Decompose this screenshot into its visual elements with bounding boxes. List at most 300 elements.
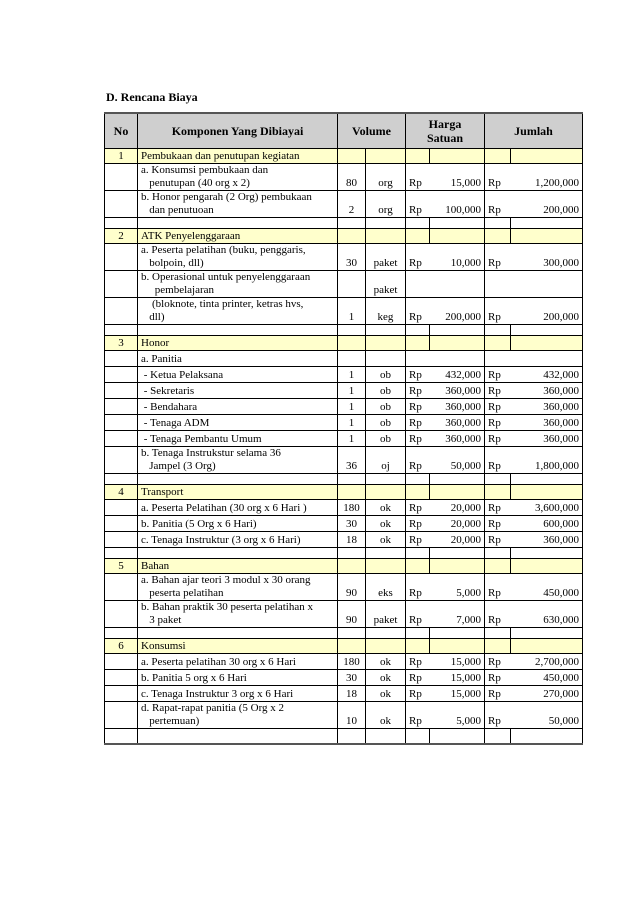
component-cell: - Ketua Pelaksana xyxy=(138,367,338,383)
component-cell: a. Konsumsi pembukaan dan penutupan (40 org x 2) xyxy=(138,164,338,191)
spacer-cell xyxy=(485,218,511,229)
unit-cell: oj xyxy=(366,447,406,474)
section-empty-cell xyxy=(366,485,406,500)
section-row xyxy=(105,149,583,164)
section-empty-cell xyxy=(485,639,511,654)
unit-cell: ok xyxy=(366,702,406,729)
unit-price-cell: 360,000 xyxy=(430,399,485,415)
price-currency-cell: Rp xyxy=(406,516,430,532)
price-currency-cell: Rp xyxy=(406,191,430,218)
spacer-cell xyxy=(338,218,366,229)
section-empty-cell xyxy=(511,149,583,164)
total-currency-cell: Rp xyxy=(485,298,511,325)
row-number-cell xyxy=(105,702,138,729)
total-currency-cell xyxy=(485,271,511,298)
section-empty-cell xyxy=(485,485,511,500)
section-row xyxy=(105,559,583,574)
total-cell: 600,000 xyxy=(511,516,583,532)
spacer-row xyxy=(105,218,583,229)
total-cell: 50,000 xyxy=(511,702,583,729)
unit-cell: ob xyxy=(366,399,406,415)
table-row xyxy=(105,271,583,298)
section-title: ATK Penyelenggaraan xyxy=(138,229,338,244)
unit-price-cell: 7,000 xyxy=(430,601,485,628)
component-cell: b. Panitia (5 Org x 6 Hari) xyxy=(138,516,338,532)
spacer-cell xyxy=(430,474,485,485)
row-number-cell xyxy=(105,244,138,271)
table-row xyxy=(105,367,583,383)
section-empty-cell xyxy=(338,485,366,500)
spacer-cell xyxy=(485,729,511,745)
spacer-cell xyxy=(338,474,366,485)
section-row xyxy=(105,485,583,500)
spacer-cell xyxy=(511,325,583,336)
table-row xyxy=(105,164,583,191)
spacer-cell xyxy=(406,218,430,229)
unit-cell: ok xyxy=(366,516,406,532)
row-number-cell xyxy=(105,191,138,218)
table-row xyxy=(105,500,583,516)
total-cell: 200,000 xyxy=(511,191,583,218)
unit-price-cell: 15,000 xyxy=(430,654,485,670)
unit-cell: ob xyxy=(366,415,406,431)
total-currency-cell: Rp xyxy=(485,383,511,399)
total-currency-cell: Rp xyxy=(485,399,511,415)
spacer-cell xyxy=(105,548,138,559)
unit-price-cell: 360,000 xyxy=(430,431,485,447)
component-cell: - Bendahara xyxy=(138,399,338,415)
col-header-volume: Volume xyxy=(338,113,406,149)
spacer-cell xyxy=(366,628,406,639)
spacer-cell xyxy=(105,218,138,229)
spacer-cell xyxy=(485,325,511,336)
unit-cell: paket xyxy=(366,601,406,628)
price-currency-cell: Rp xyxy=(406,670,430,686)
section-empty-cell xyxy=(366,559,406,574)
total-cell: 300,000 xyxy=(511,244,583,271)
table-row xyxy=(105,702,583,729)
unit-cell: ok xyxy=(366,670,406,686)
table-row xyxy=(105,383,583,399)
component-cell: c. Tenaga Instruktur 3 org x 6 Hari xyxy=(138,686,338,702)
unit-price-cell: 5,000 xyxy=(430,574,485,601)
total-cell: 432,000 xyxy=(511,367,583,383)
table-row xyxy=(105,431,583,447)
row-number-cell xyxy=(105,431,138,447)
total-currency-cell: Rp xyxy=(485,654,511,670)
price-currency-cell: Rp xyxy=(406,164,430,191)
spacer-cell xyxy=(366,729,406,745)
component-cell: c. Tenaga Instruktur (3 org x 6 Hari) xyxy=(138,532,338,548)
section-empty-cell xyxy=(511,639,583,654)
price-currency-cell: Rp xyxy=(406,601,430,628)
component-cell: a. Peserta pelatihan 30 org x 6 Hari xyxy=(138,654,338,670)
unit-price-cell: 15,000 xyxy=(430,670,485,686)
unit-cell: ok xyxy=(366,532,406,548)
section-number: 5 xyxy=(105,559,138,574)
row-number-cell xyxy=(105,298,138,325)
spacer-cell xyxy=(338,628,366,639)
row-number-cell xyxy=(105,367,138,383)
section-empty-cell xyxy=(406,149,430,164)
volume-cell: 1 xyxy=(338,415,366,431)
price-currency-cell: Rp xyxy=(406,415,430,431)
section-empty-cell xyxy=(430,149,485,164)
total-cell: 1,800,000 xyxy=(511,447,583,474)
price-currency-cell: Rp xyxy=(406,532,430,548)
volume-cell: 18 xyxy=(338,686,366,702)
section-empty-cell xyxy=(338,559,366,574)
section-number: 2 xyxy=(105,229,138,244)
spacer-cell xyxy=(366,218,406,229)
unit-cell: ok xyxy=(366,500,406,516)
component-cell: a. Peserta Pelatihan (30 org x 6 Hari ) xyxy=(138,500,338,516)
price-currency-cell: Rp xyxy=(406,367,430,383)
section-empty-cell xyxy=(406,559,430,574)
table-body xyxy=(105,149,583,745)
col-header-komponen: Komponen Yang Dibiayai xyxy=(138,113,338,149)
spacer-row xyxy=(105,548,583,559)
unit-cell: ob xyxy=(366,431,406,447)
price-currency-cell: Rp xyxy=(406,447,430,474)
section-title: Honor xyxy=(138,336,338,351)
volume-cell: 36 xyxy=(338,447,366,474)
total-cell: 200,000 xyxy=(511,298,583,325)
section-number: 4 xyxy=(105,485,138,500)
section-row xyxy=(105,639,583,654)
spacer-cell xyxy=(485,628,511,639)
total-cell: 270,000 xyxy=(511,686,583,702)
table-row xyxy=(105,532,583,548)
component-cell: b. Honor pengarah (2 Org) pembukaan dan penutuoan xyxy=(138,191,338,218)
spacer-cell xyxy=(138,628,338,639)
col-header-harga: Harga Satuan xyxy=(406,113,485,149)
total-currency-cell: Rp xyxy=(485,431,511,447)
volume-cell xyxy=(338,351,366,367)
component-cell: d. Rapat-rapat panitia (5 Org x 2 pertemuan) xyxy=(138,702,338,729)
price-currency-cell: Rp xyxy=(406,244,430,271)
total-cell: 360,000 xyxy=(511,431,583,447)
unit-price-cell: 10,000 xyxy=(430,244,485,271)
table-row xyxy=(105,670,583,686)
table-row xyxy=(105,298,583,325)
section-empty-cell xyxy=(366,149,406,164)
col-header-jumlah: Jumlah xyxy=(485,113,583,149)
row-number-cell xyxy=(105,351,138,367)
section-heading: D. Rencana Biaya xyxy=(106,90,198,104)
total-currency-cell: Rp xyxy=(485,191,511,218)
table-row xyxy=(105,601,583,628)
spacer-cell xyxy=(406,474,430,485)
section-empty-cell xyxy=(406,485,430,500)
volume-cell: 180 xyxy=(338,654,366,670)
component-cell: a. Panitia xyxy=(138,351,338,367)
row-number-cell xyxy=(105,654,138,670)
spacer-cell xyxy=(105,325,138,336)
section-empty-cell xyxy=(485,336,511,351)
spacer-cell xyxy=(338,729,366,745)
spacer-cell xyxy=(406,325,430,336)
table-row xyxy=(105,191,583,218)
spacer-cell xyxy=(406,548,430,559)
total-cell: 2,700,000 xyxy=(511,654,583,670)
spacer-cell xyxy=(430,729,485,745)
section-empty-cell xyxy=(511,559,583,574)
section-empty-cell xyxy=(338,639,366,654)
volume-cell: 1 xyxy=(338,298,366,325)
budget-table xyxy=(104,112,583,745)
price-currency-cell: Rp xyxy=(406,383,430,399)
section-empty-cell xyxy=(430,559,485,574)
unit-cell: org xyxy=(366,164,406,191)
unit-price-cell xyxy=(430,351,485,367)
total-cell: 450,000 xyxy=(511,574,583,601)
price-currency-cell xyxy=(406,351,430,367)
spacer-cell xyxy=(338,325,366,336)
component-cell: b. Tenaga Instrukstur selama 36 Jampel (3 Org) xyxy=(138,447,338,474)
total-cell: 630,000 xyxy=(511,601,583,628)
row-number-cell xyxy=(105,574,138,601)
total-cell: 360,000 xyxy=(511,399,583,415)
spacer-row xyxy=(105,474,583,485)
row-number-cell xyxy=(105,383,138,399)
col-header-no: No xyxy=(105,113,138,149)
spacer-row xyxy=(105,325,583,336)
table-row xyxy=(105,244,583,271)
spacer-cell xyxy=(138,218,338,229)
volume-cell: 180 xyxy=(338,500,366,516)
component-cell: a. Bahan ajar teori 3 modul x 30 orang peserta pelatihan xyxy=(138,574,338,601)
section-empty-cell xyxy=(338,149,366,164)
spacer-cell xyxy=(485,474,511,485)
section-empty-cell xyxy=(485,229,511,244)
spacer-cell xyxy=(366,325,406,336)
row-number-cell xyxy=(105,516,138,532)
spacer-cell xyxy=(105,474,138,485)
volume-cell: 30 xyxy=(338,670,366,686)
price-currency-cell: Rp xyxy=(406,298,430,325)
total-currency-cell: Rp xyxy=(485,447,511,474)
row-number-cell xyxy=(105,532,138,548)
price-currency-cell: Rp xyxy=(406,574,430,601)
total-cell: 1,200,000 xyxy=(511,164,583,191)
price-currency-cell xyxy=(406,271,430,298)
component-cell: - Sekretaris xyxy=(138,383,338,399)
price-currency-cell: Rp xyxy=(406,431,430,447)
total-currency-cell: Rp xyxy=(485,500,511,516)
row-number-cell xyxy=(105,670,138,686)
section-title: Bahan xyxy=(138,559,338,574)
spacer-cell xyxy=(138,729,338,745)
section-empty-cell xyxy=(430,336,485,351)
total-cell: 450,000 xyxy=(511,670,583,686)
unit-cell: keg xyxy=(366,298,406,325)
spacer-cell xyxy=(138,325,338,336)
unit-price-cell: 50,000 xyxy=(430,447,485,474)
price-currency-cell: Rp xyxy=(406,399,430,415)
unit-cell: eks xyxy=(366,574,406,601)
section-number: 3 xyxy=(105,336,138,351)
spacer-cell xyxy=(138,548,338,559)
spacer-cell xyxy=(430,325,485,336)
spacer-cell xyxy=(366,548,406,559)
total-currency-cell: Rp xyxy=(485,670,511,686)
component-cell: a. Peserta pelatihan (buku, penggaris, bolpoin, dll) xyxy=(138,244,338,271)
table-row xyxy=(105,351,583,367)
row-number-cell xyxy=(105,399,138,415)
spacer-cell xyxy=(138,474,338,485)
spacer-cell xyxy=(366,474,406,485)
section-title: Pembukaan dan penutupan kegiatan xyxy=(138,149,338,164)
total-currency-cell xyxy=(485,351,511,367)
price-currency-cell: Rp xyxy=(406,654,430,670)
volume-cell: 2 xyxy=(338,191,366,218)
section-empty-cell xyxy=(406,336,430,351)
spacer-cell xyxy=(430,548,485,559)
spacer-cell xyxy=(511,218,583,229)
table-row xyxy=(105,399,583,415)
total-cell xyxy=(511,271,583,298)
unit-price-cell: 5,000 xyxy=(430,702,485,729)
unit-price-cell: 15,000 xyxy=(430,164,485,191)
section-empty-cell xyxy=(338,229,366,244)
unit-cell: ob xyxy=(366,367,406,383)
row-number-cell xyxy=(105,686,138,702)
spacer-cell xyxy=(511,729,583,745)
unit-price-cell: 20,000 xyxy=(430,516,485,532)
unit-cell: org xyxy=(366,191,406,218)
spacer-cell xyxy=(430,628,485,639)
total-cell: 3,600,000 xyxy=(511,500,583,516)
table-row xyxy=(105,415,583,431)
volume-cell: 18 xyxy=(338,532,366,548)
total-currency-cell: Rp xyxy=(485,415,511,431)
component-cell: b. Panitia 5 org x 6 Hari xyxy=(138,670,338,686)
price-currency-cell: Rp xyxy=(406,702,430,729)
volume-cell xyxy=(338,271,366,298)
section-title: Transport xyxy=(138,485,338,500)
total-cell: 360,000 xyxy=(511,383,583,399)
unit-cell xyxy=(366,351,406,367)
spacer-cell xyxy=(511,628,583,639)
section-empty-cell xyxy=(430,229,485,244)
volume-cell: 30 xyxy=(338,244,366,271)
section-empty-cell xyxy=(406,229,430,244)
volume-cell: 90 xyxy=(338,574,366,601)
section-row xyxy=(105,336,583,351)
total-currency-cell: Rp xyxy=(485,164,511,191)
unit-cell: ok xyxy=(366,686,406,702)
row-number-cell xyxy=(105,164,138,191)
section-empty-cell xyxy=(406,639,430,654)
spacer-cell xyxy=(105,628,138,639)
spacer-cell xyxy=(511,474,583,485)
unit-cell: ob xyxy=(366,383,406,399)
volume-cell: 1 xyxy=(338,367,366,383)
volume-cell: 1 xyxy=(338,399,366,415)
component-cell: b. Bahan praktik 30 peserta pelatihan x 3 paket xyxy=(138,601,338,628)
table-row xyxy=(105,574,583,601)
section-number: 1 xyxy=(105,149,138,164)
spacer-cell xyxy=(511,548,583,559)
spacer-cell xyxy=(406,628,430,639)
spacer-cell xyxy=(430,218,485,229)
price-currency-cell: Rp xyxy=(406,500,430,516)
unit-price-cell: 15,000 xyxy=(430,686,485,702)
volume-cell: 80 xyxy=(338,164,366,191)
section-number: 6 xyxy=(105,639,138,654)
section-empty-cell xyxy=(366,336,406,351)
component-cell: - Tenaga Pembantu Umum xyxy=(138,431,338,447)
section-row xyxy=(105,229,583,244)
unit-cell: ok xyxy=(366,654,406,670)
section-empty-cell xyxy=(485,559,511,574)
component-cell: (bloknote, tinta printer, ketras hvs, dll) xyxy=(138,298,338,325)
unit-price-cell: 360,000 xyxy=(430,415,485,431)
unit-price-cell: 360,000 xyxy=(430,383,485,399)
total-currency-cell: Rp xyxy=(485,574,511,601)
unit-price-cell xyxy=(430,271,485,298)
total-cell: 360,000 xyxy=(511,532,583,548)
table-row xyxy=(105,654,583,670)
unit-cell: paket xyxy=(366,244,406,271)
unit-price-cell: 20,000 xyxy=(430,532,485,548)
total-currency-cell: Rp xyxy=(485,532,511,548)
unit-price-cell: 432,000 xyxy=(430,367,485,383)
row-number-cell xyxy=(105,271,138,298)
row-number-cell xyxy=(105,500,138,516)
price-currency-cell: Rp xyxy=(406,686,430,702)
row-number-cell xyxy=(105,447,138,474)
total-currency-cell: Rp xyxy=(485,244,511,271)
unit-price-cell: 100,000 xyxy=(430,191,485,218)
total-currency-cell: Rp xyxy=(485,367,511,383)
section-empty-cell xyxy=(511,336,583,351)
row-number-cell xyxy=(105,601,138,628)
unit-cell: paket xyxy=(366,271,406,298)
total-cell: 360,000 xyxy=(511,415,583,431)
row-number-cell xyxy=(105,415,138,431)
spacer-cell xyxy=(105,729,138,745)
total-cell xyxy=(511,351,583,367)
spacer-cell xyxy=(485,548,511,559)
total-currency-cell: Rp xyxy=(485,516,511,532)
volume-cell: 1 xyxy=(338,431,366,447)
section-empty-cell xyxy=(338,336,366,351)
component-cell: - Tenaga ADM xyxy=(138,415,338,431)
volume-cell: 30 xyxy=(338,516,366,532)
component-cell: b. Operasional untuk penyelenggaraan pembelajaran xyxy=(138,271,338,298)
section-empty-cell xyxy=(366,639,406,654)
table-row xyxy=(105,686,583,702)
total-currency-cell: Rp xyxy=(485,702,511,729)
total-currency-cell: Rp xyxy=(485,601,511,628)
volume-cell: 1 xyxy=(338,383,366,399)
volume-cell: 10 xyxy=(338,702,366,729)
spacer-cell xyxy=(406,729,430,745)
table-header-row xyxy=(105,113,583,149)
table-row xyxy=(105,516,583,532)
unit-price-cell: 20,000 xyxy=(430,500,485,516)
spacer-row xyxy=(105,628,583,639)
total-currency-cell: Rp xyxy=(485,686,511,702)
unit-price-cell: 200,000 xyxy=(430,298,485,325)
section-empty-cell xyxy=(366,229,406,244)
section-empty-cell xyxy=(511,485,583,500)
section-title: Konsumsi xyxy=(138,639,338,654)
table-row xyxy=(105,447,583,474)
spacer-cell xyxy=(338,548,366,559)
